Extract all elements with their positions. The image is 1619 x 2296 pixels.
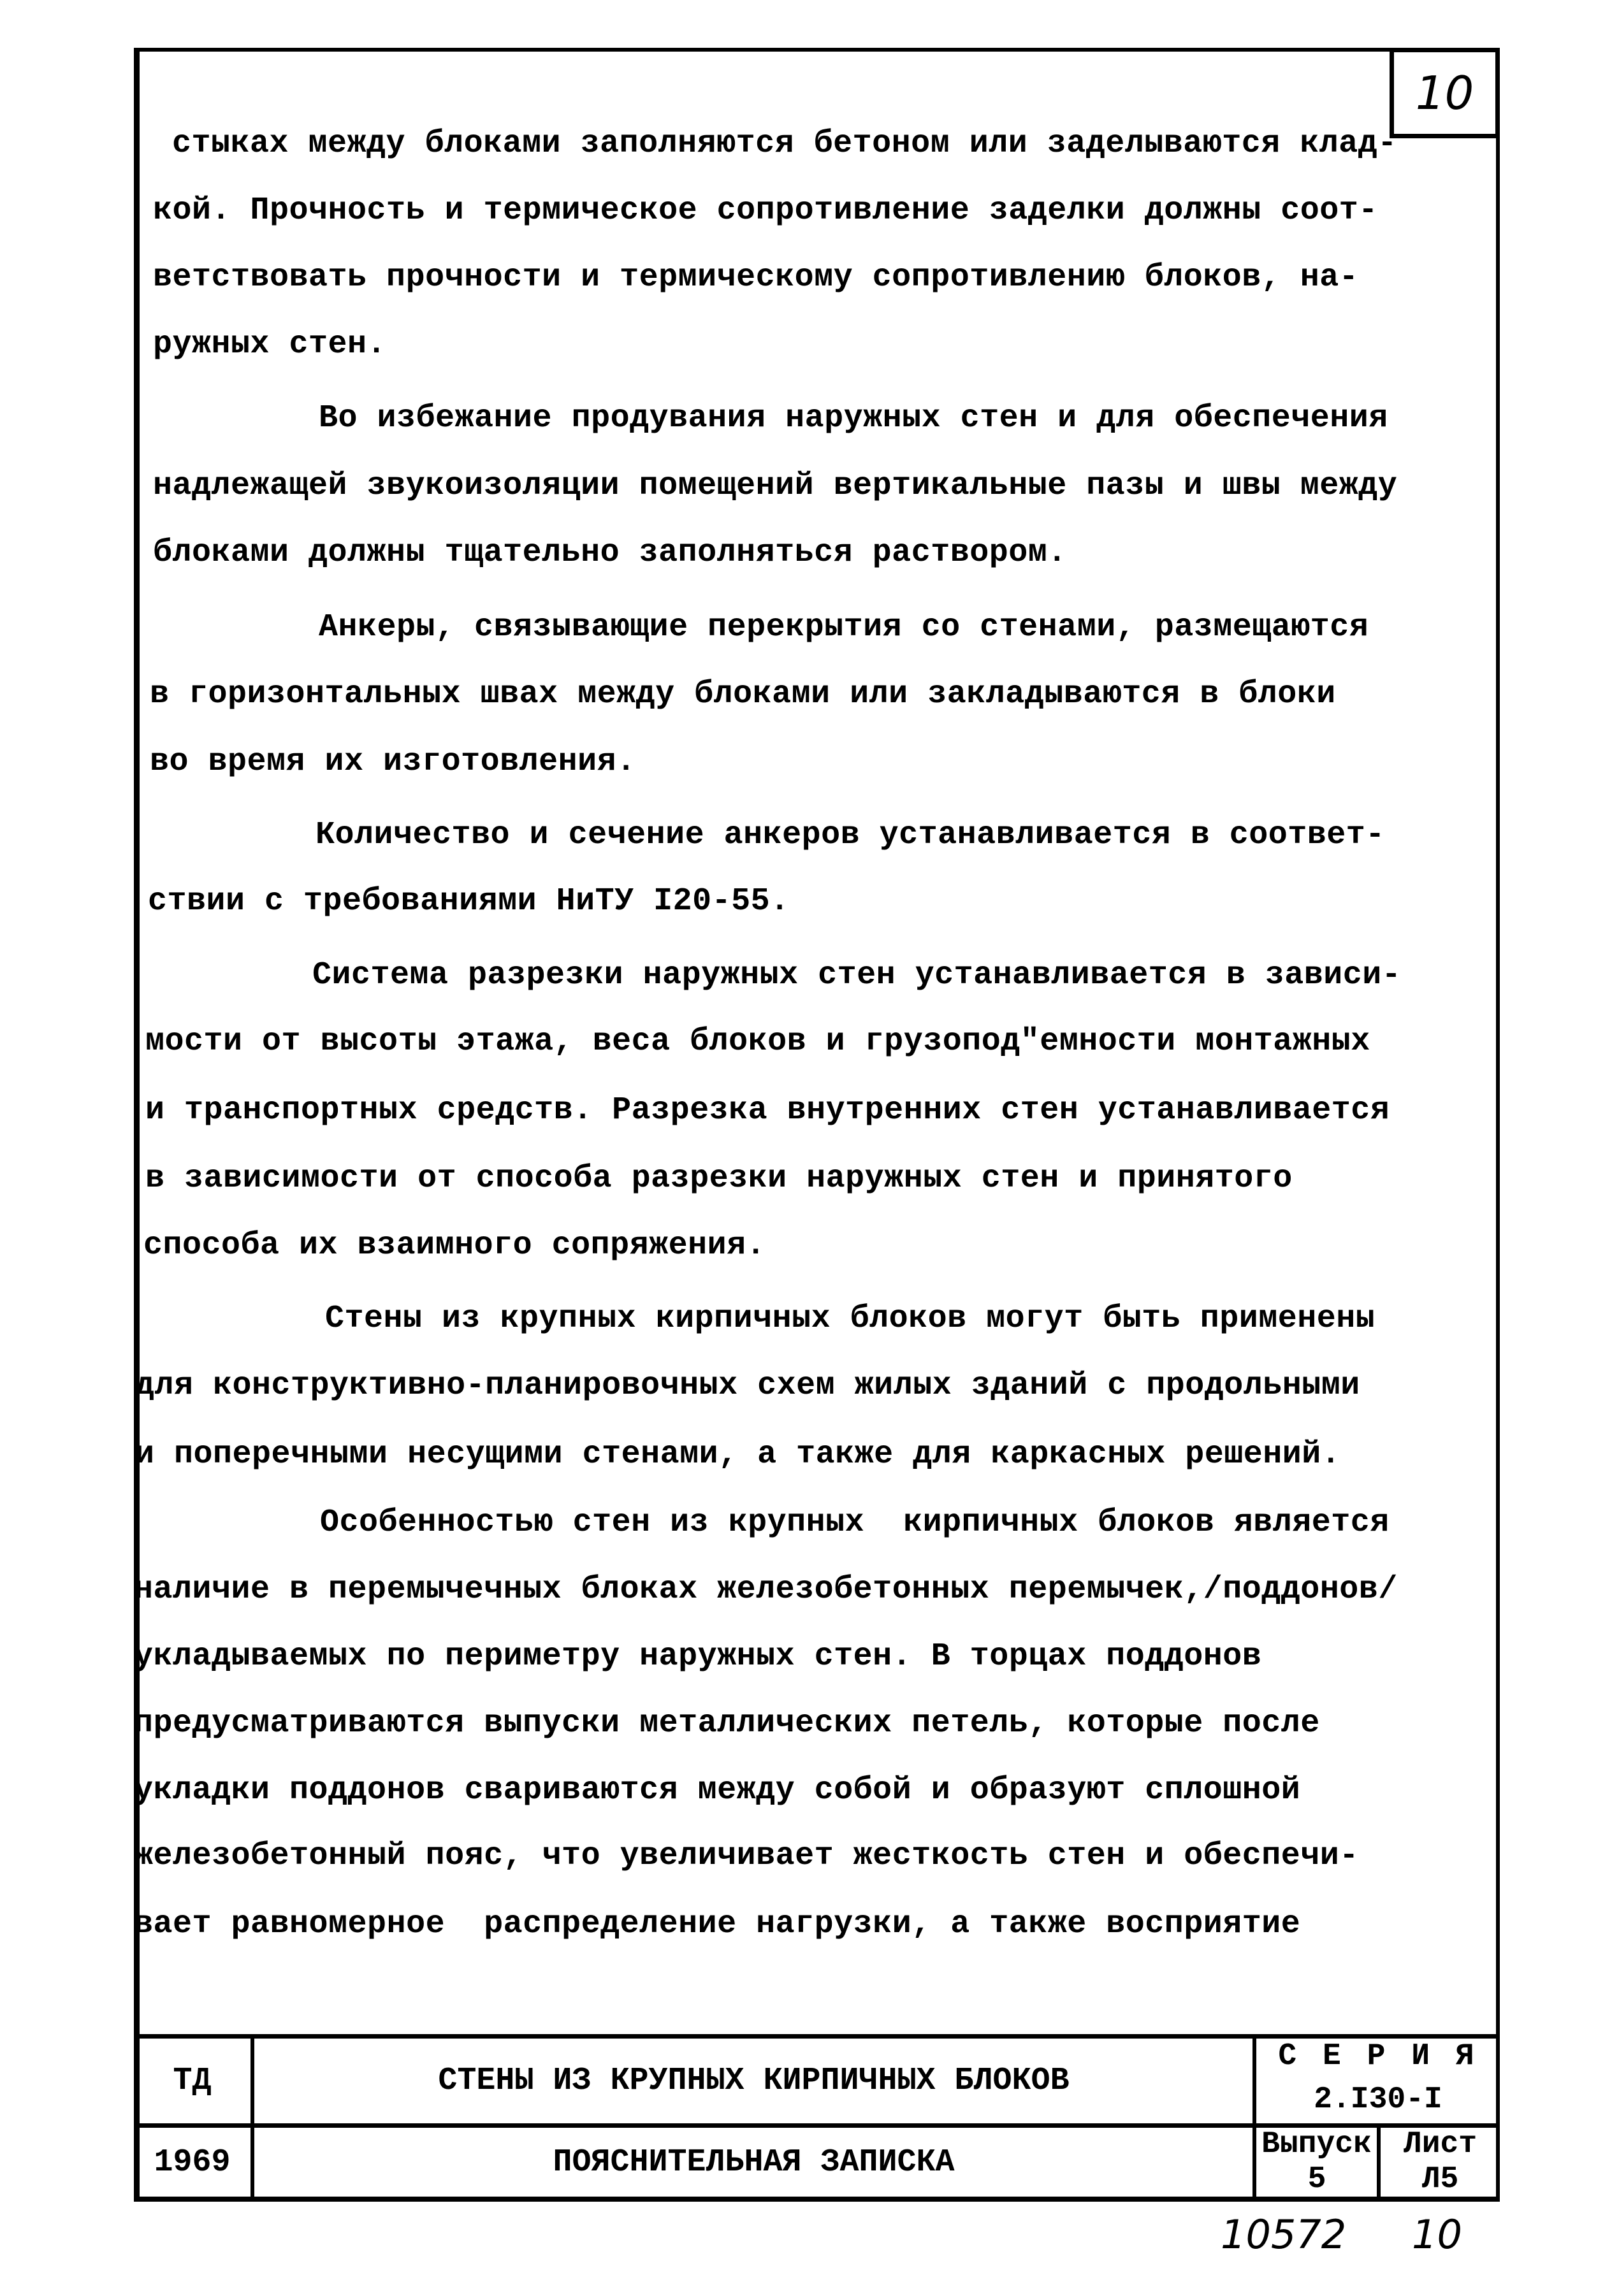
title-block-col-divider	[250, 2034, 254, 2202]
text-line: предусматриваются выпуски металлических петель, которые после	[134, 1705, 1320, 1742]
text-line: наличие в перемычечных блоках железобетонных перемычек,/поддонов/	[134, 1571, 1398, 1608]
text-line: мости от высоты этажа, веса блоков и грузопод"емности монтажных	[145, 1023, 1370, 1060]
text-line: кой. Прочность и термическое сопротивление заделки должны соот-	[153, 192, 1378, 229]
text-line: Во избежание продувания наружных стен и для обеспечения	[319, 400, 1388, 437]
text-line: и транспортных средств. Разрезка внутренних стен устанавливается	[145, 1092, 1390, 1129]
text-line: блоками должны тщательно заполняться раствором.	[153, 535, 1067, 571]
text-line: надлежащей звукоизоляции помещений вертикальные пазы и швы между	[153, 468, 1398, 504]
text-line: железобетонный пояс, что увеличивает жесткость стен и обеспечи-	[134, 1838, 1359, 1874]
text-line: Особенностью стен из крупных кирпичных блоков является	[320, 1505, 1390, 1541]
title-block-col-divider	[1252, 2034, 1256, 2202]
title-block-bottom-border	[134, 2197, 1500, 2202]
series-label: С Е Р И Я	[1278, 2039, 1478, 2074]
text-line: во время их изготовления.	[150, 744, 636, 780]
org-code: ТД	[173, 2063, 212, 2099]
text-line: Система разрезки наружных стен устанавливается в зависи-	[312, 957, 1402, 993]
archive-number: 10572	[1221, 2211, 1347, 2258]
text-line: и поперечными несущими стенами, а также для каркасных решений.	[135, 1436, 1341, 1473]
year: 1969	[154, 2144, 231, 2181]
text-line: укладываемых по периметру наружных стен. В торцах поддонов	[134, 1638, 1262, 1675]
text-line: Анкеры, связывающие перекрытия со стенами, размещаются	[319, 609, 1369, 646]
text-line: Количество и сечение анкеров устанавливается в соответ-	[316, 817, 1385, 853]
handwritten-page-number: 10	[1412, 2211, 1462, 2258]
document-title: СТЕНЫ ИЗ КРУПНЫХ КИРПИЧНЫХ БЛОКОВ	[438, 2063, 1070, 2099]
text-line: вает равномерное распределение нагрузки, а также восприятие	[134, 1906, 1301, 1942]
page-number: 10	[1415, 66, 1474, 120]
issue-value: 5	[1307, 2162, 1326, 2197]
text-line: в зависимости от способа разрезки наружных стен и принятого	[145, 1160, 1293, 1197]
text-line: стыках между блоками заполняются бетоном или заделываются клад-	[172, 126, 1397, 162]
text-line: ствии с требованиями НиТУ I20-55.	[148, 883, 790, 920]
text-line: для конструктивно-планировочных схем жилых зданий с продольными	[135, 1368, 1360, 1404]
series-value: 2.I30-I	[1314, 2083, 1442, 2117]
sheet-value: Л5	[1421, 2162, 1459, 2197]
title-block	[134, 2034, 1500, 2202]
text-line: в горизонтальных швах между блоками или закладываются в блоки	[150, 676, 1336, 712]
text-line: способа их взаимного сопряжения.	[143, 1227, 766, 1264]
issue-label: Выпуск	[1261, 2127, 1372, 2162]
text-line: Стены из крупных кирпичных блоков могут быть применены	[325, 1301, 1376, 1337]
document-subtitle: ПОЯСНИТЕЛЬНАЯ ЗАПИСКА	[553, 2144, 955, 2181]
sheet-label: Лист	[1403, 2127, 1477, 2162]
page-number-box	[1390, 48, 1500, 138]
text-line: укладки поддонов свариваются между собой и образуют сплошной	[134, 1772, 1301, 1809]
text-line: ружных стен.	[153, 326, 387, 363]
text-line: ветствовать прочности и термическому сопротивлению блоков, на-	[153, 259, 1359, 296]
